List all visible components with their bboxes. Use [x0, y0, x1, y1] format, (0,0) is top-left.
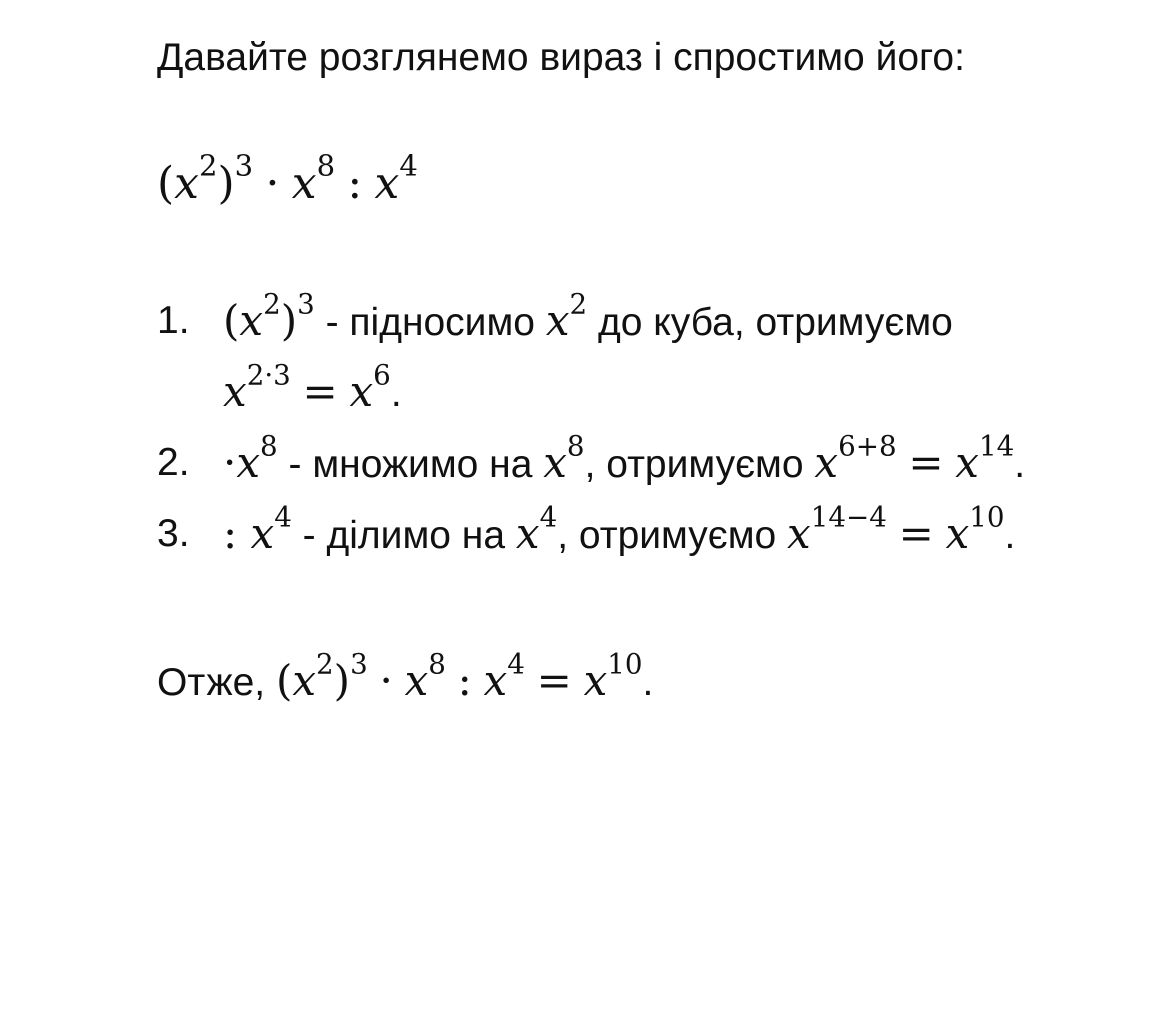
conclusion: Отже, $(x^2)^3 \cdot x^8$ : $x^4 = x^{10}$.: [157, 647, 654, 705]
step-2-text-a: - множимо на: [277, 443, 544, 486]
intro-text: Давайте розглянемо вираз і спростимо його:: [157, 36, 965, 79]
step-2-result: $x^{6+8} = x^{14}$: [814, 429, 1015, 487]
step-1-result: $x^{2\cdot 3} = x^6$: [223, 358, 391, 416]
step-number: 1.: [157, 299, 190, 342]
step-1-term: $x^2$: [545, 287, 588, 345]
step-3-term: $x^4$: [515, 500, 558, 558]
step-1-text-a: - підносимо: [314, 301, 546, 344]
step-2-term: $x^8$: [543, 429, 585, 487]
conclusion-expression: $(x^2)^3 \cdot x^8$ : $x^4 = x^{10}$: [275, 647, 643, 705]
step-2-text-b: , отримуємо: [584, 443, 815, 486]
steps-list: [157, 286, 1037, 570]
step-item-1: 1. $(x^2)^3$ - підносимо $x^2$ до куба, отримуємо $x^{2\cdot 3} = x^6$.: [157, 287, 953, 416]
step-item-3: 3. : $x^4$ - ділимо на $x^4$, отримуємо $x^{14-4} = x^{10}$.: [157, 499, 1037, 570]
main-expression: $(x^2)^3 \cdot x^8$ : $x^4$: [157, 148, 418, 209]
conclusion-prefix: Отже,: [157, 661, 276, 704]
step-number: 2.: [157, 441, 190, 484]
step-item-2: 2. $\cdot x^8$ - множимо на $x^8$, отримуємо $x^{6+8} = x^{14}$.: [157, 428, 1037, 499]
step-1-expression: $(x^2)^3$: [223, 287, 315, 345]
step-3-result: $x^{14-4} = x^{10}$: [787, 500, 1005, 558]
step-1-text-b: до куба, отримуємо: [587, 301, 953, 344]
assistant-message: [157, 24, 1037, 718]
step-3-text-a: - ділимо на: [291, 514, 516, 557]
step-3-text-b: , отримуємо: [557, 514, 788, 557]
step-number: 3.: [157, 512, 190, 555]
step-2-expression: $\cdot x^8$: [223, 429, 278, 487]
step-3-expression: : $x^4$: [223, 500, 292, 558]
